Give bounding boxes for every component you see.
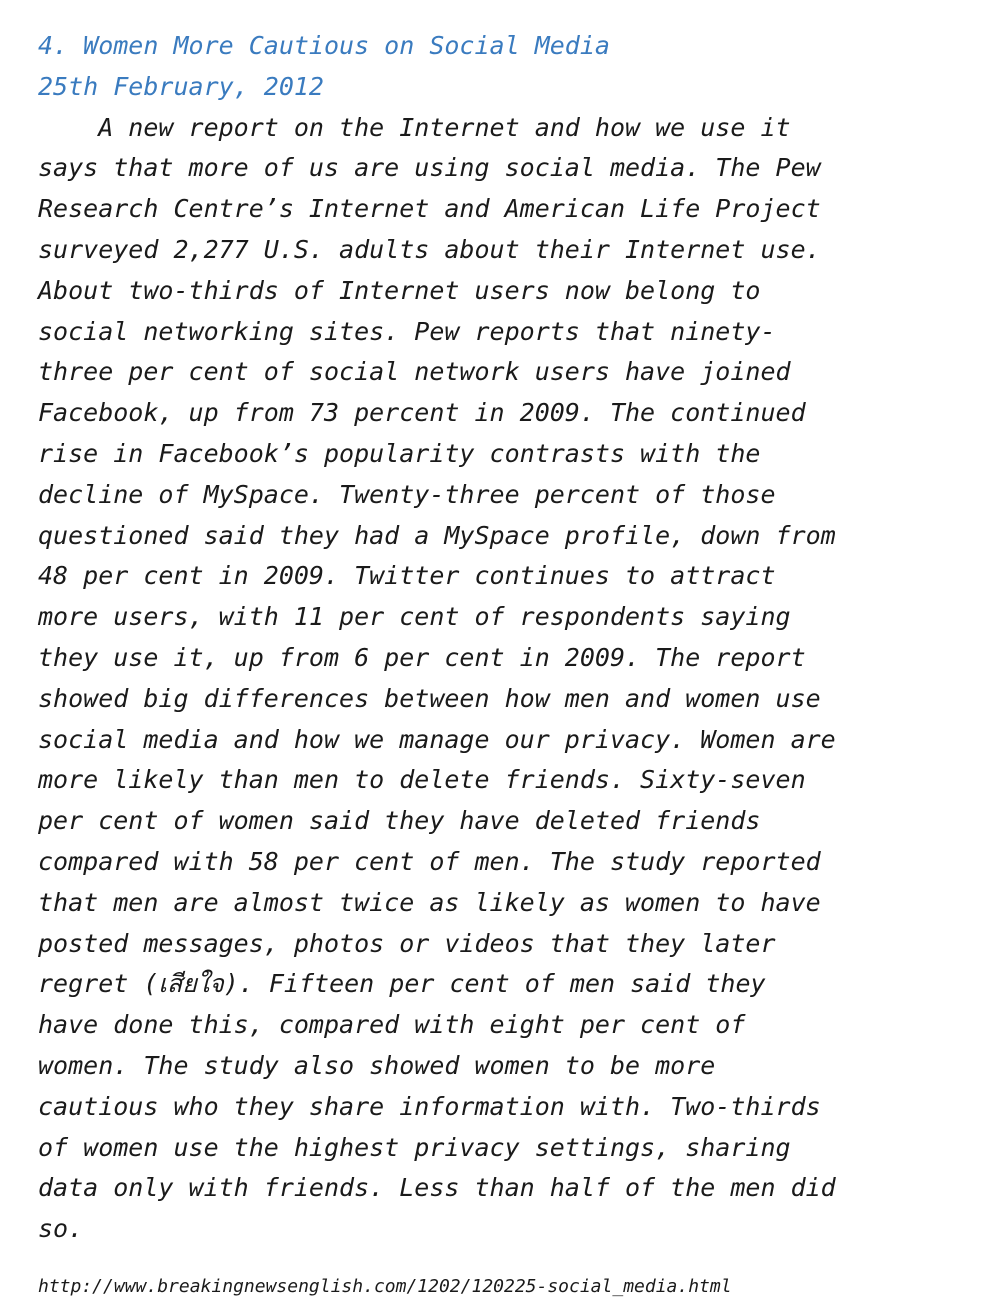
body-line: showed big differences between how men and women use xyxy=(38,683,821,713)
body-line: compared with 58 per cent of men. The study reported xyxy=(38,846,821,876)
body-line: rise in Facebook’s popularity contrasts with the xyxy=(38,438,761,468)
body-line: Facebook, up from 73 percent in 2009. The continued xyxy=(38,398,806,428)
source-url: http://www.breakingnewsenglish.com/1202/120225-social_media.html xyxy=(38,1276,732,1297)
body-line: data only with friends. Less than half of the men did xyxy=(38,1173,836,1203)
body-line: decline of MySpace. Twenty-three percent of those xyxy=(38,479,776,509)
body-line: A new report on the Internet and how we use it xyxy=(38,112,791,142)
body-line: posted messages, photos or videos that they later xyxy=(38,928,776,958)
body-line: regret (เสียใจ). Fifteen per cent of men said they xyxy=(38,969,766,999)
body-line: have done this, compared with eight per cent of xyxy=(38,1010,746,1040)
body-line: women. The study also showed women to be more xyxy=(38,1050,716,1080)
body-line: three per cent of social network users have joined xyxy=(38,357,791,387)
body-line: About two-thirds of Internet users now belong to xyxy=(38,275,761,305)
body-line: questioned said they had a MySpace profile, down from xyxy=(38,520,836,550)
body-line: of women use the highest privacy settings, sharing xyxy=(38,1132,791,1162)
body-line: more likely than men to delete friends. Sixty-seven xyxy=(38,765,806,795)
article-heading: 4. Women More Cautious on Social Media xyxy=(38,31,610,60)
body-line: 48 per cent in 2009. Twitter continues to attract xyxy=(38,561,776,591)
body-line: more users, with 11 per cent of respondents saying xyxy=(38,602,791,632)
body-line: social networking sites. Pew reports that ninety- xyxy=(38,316,776,346)
body-line: that men are almost twice as likely as women to have xyxy=(38,887,821,917)
article-body xyxy=(38,108,978,1250)
body-line: they use it, up from 6 per cent in 2009. The report xyxy=(38,642,806,672)
body-line: social media and how we manage our privacy. Women are xyxy=(38,724,836,754)
body-line: per cent of women said they have deleted friends xyxy=(38,806,761,836)
body-line: surveyed 2,277 U.S. adults about their Internet use. xyxy=(38,234,821,264)
article-date: 25th February, 2012 xyxy=(38,71,324,101)
article xyxy=(38,26,978,1250)
body-line: so. xyxy=(38,1214,84,1244)
body-line: says that more of us are using social media. The Pew xyxy=(38,153,821,183)
body-line: Research Centre’s Internet and American Life Project xyxy=(38,194,821,224)
body-line: cautious who they share information with. Two-thirds xyxy=(38,1091,821,1121)
